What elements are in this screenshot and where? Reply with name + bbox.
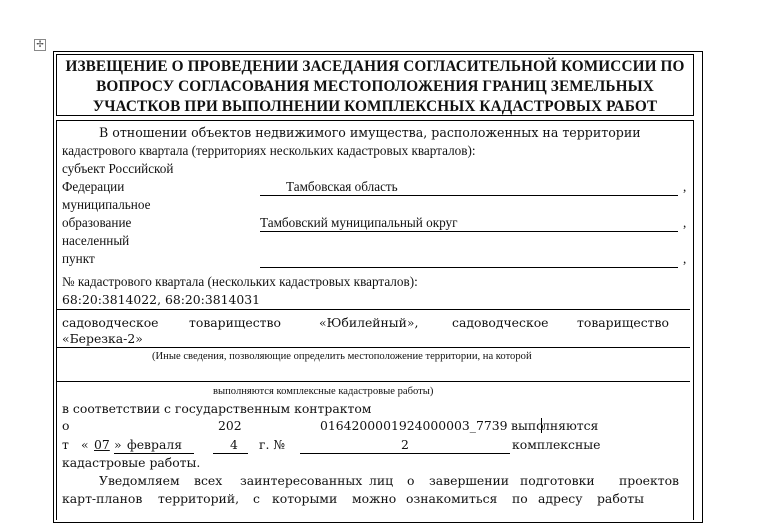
locality-label-1: населенный — [62, 233, 130, 248]
notify-1-6: завершении — [429, 473, 510, 488]
performed-b: лняются — [542, 418, 599, 433]
date-quote-close: » — [114, 437, 122, 452]
intro-line-1: В отношении объектов недвижимого имущества, расположенных на территории — [99, 125, 641, 140]
notify-2-7: по — [512, 491, 528, 506]
municipal-value[interactable]: Тамбовский муниципальный округ — [260, 215, 458, 230]
quarter-value[interactable]: 68:20:3814022, 68:20:3814031 — [62, 292, 261, 307]
notify-1-5: о — [407, 473, 415, 488]
date-day[interactable]: 07 — [94, 437, 110, 452]
other-info-word-1: садоводческое — [62, 315, 159, 330]
notify-1-1: Уведомляем — [99, 473, 180, 488]
date-num-underline — [300, 453, 510, 454]
title-line-3: УЧАСТКОВ ПРИ ВЫПОЛНЕНИИ КОМПЛЕКСНЫХ КАДАСТРОВЫХ РАБОТ — [92, 98, 658, 115]
table-move-handle-icon[interactable]: ✢ — [34, 39, 46, 51]
other-info-underline — [57, 347, 690, 348]
quarter-underline — [57, 309, 690, 310]
quarter-label: № кадастрового квартала (нескольких кадастровых кварталов): — [62, 274, 418, 289]
notify-2-6: ознакомиться — [406, 491, 498, 506]
date-year-underline — [213, 453, 248, 454]
subject-value[interactable]: Тамбовская область — [286, 179, 398, 194]
contract-o: о — [62, 418, 70, 433]
notify-2-5: можно — [352, 491, 397, 506]
date-month[interactable]: февраля — [127, 437, 183, 452]
contract-line: в соответствии с государственным контрактом — [62, 401, 372, 416]
other-info-word-3: «Юбилейный», — [319, 315, 419, 330]
notify-2-4: которыми — [272, 491, 338, 506]
date-num[interactable]: 2 — [401, 437, 409, 452]
contract-year-prefix: 202 — [218, 418, 242, 433]
date-month-underline — [114, 453, 194, 454]
municipal-underline — [260, 231, 678, 232]
other-info-word-2: товарищество — [189, 315, 281, 330]
other-info-second-line — [57, 381, 690, 382]
notify-2-3: с — [253, 491, 260, 506]
subject-label-1: субъект Российской — [62, 161, 174, 176]
notify-2-1: карт-планов — [62, 491, 143, 506]
municipal-comma: , — [683, 215, 687, 230]
notify-1-2: всех — [194, 473, 223, 488]
notice-title — [56, 54, 694, 116]
other-info-word-5: товарищество — [577, 315, 669, 330]
notify-2-9: работы — [597, 491, 644, 506]
other-info-line-2: «Березка-2» — [62, 331, 143, 346]
notify-2-8: адресу — [538, 491, 583, 506]
date-t: т — [62, 437, 69, 452]
title-line-2: ВОПРОСУ СОГЛАСОВАНИЯ МЕСТОПОЛОЖЕНИЯ ГРАНИЦ ЗЕМЕЛЬНЫХ — [96, 78, 654, 95]
date-year-digit[interactable]: 4 — [230, 437, 238, 452]
complex-word: комплексные — [512, 437, 601, 452]
locality-underline[interactable] — [260, 267, 678, 268]
municipal-label-2: образование — [62, 215, 132, 230]
other-info-caption-1: (Иные сведения, позволяющие определить местоположение территории, на которой — [152, 351, 532, 362]
works-line: кадастровые работы. — [62, 455, 201, 470]
performed-a: выпо — [511, 418, 544, 433]
notify-1-7: подготовки — [520, 473, 595, 488]
subject-label-2: Федерации — [62, 179, 125, 194]
date-quote-open: « — [81, 437, 89, 452]
municipal-label-1: муниципальное — [62, 197, 151, 212]
title-line-1: ИЗВЕЩЕНИЕ О ПРОВЕДЕНИИ ЗАСЕДАНИЯ СОГЛАСИТЕЛЬНОЙ КОМИССИИ ПО — [65, 58, 685, 75]
notify-2-2: территорий, — [158, 491, 240, 506]
notify-1-8: проектов — [619, 473, 680, 488]
notify-1-3: заинтересованных — [240, 473, 363, 488]
date-year-suffix: г. № — [259, 437, 286, 452]
other-info-word-4: садоводческое — [452, 315, 549, 330]
intro-line-2: кадастрового квартала (территориях нескольких кадастровых кварталов): — [62, 143, 476, 158]
subject-underline — [260, 195, 678, 196]
notify-1-4: лиц — [369, 473, 394, 488]
other-info-caption-2: выполняются комплексные кадастровые работы) — [213, 386, 434, 397]
contract-number[interactable]: 0164200001924000003_7739 — [320, 418, 508, 433]
locality-label-2: пункт — [62, 251, 95, 266]
locality-comma: , — [683, 251, 687, 266]
subject-comma: , — [683, 179, 687, 194]
